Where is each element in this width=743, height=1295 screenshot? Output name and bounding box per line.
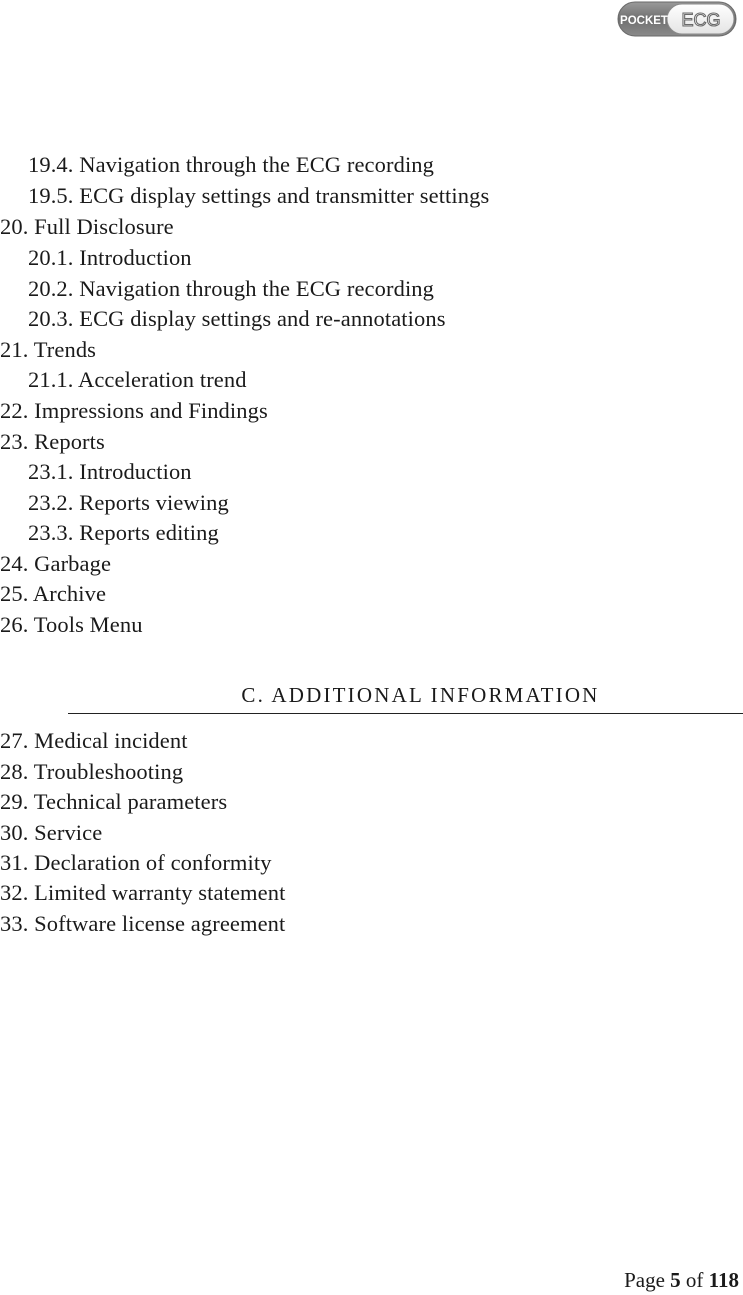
toc-entry[interactable]: 20. Full Disclosure [0, 214, 174, 239]
page-word: Page [624, 1268, 665, 1292]
toc-entry[interactable]: 20.2. Navigation through the ECG recording [28, 276, 434, 301]
section-heading-additional-information: C. ADDITIONAL INFORMATION [68, 680, 743, 714]
toc-entry[interactable]: 31. Declaration of conformity [0, 850, 272, 875]
page-number-footer [624, 1268, 739, 1293]
pocketecg-logo [617, 1, 737, 37]
toc-entry[interactable]: 25. Archive [0, 581, 107, 606]
toc-entry[interactable]: 21. Trends [0, 337, 97, 362]
total-pages: 118 [708, 1268, 739, 1292]
toc-entry[interactable]: 23.2. Reports viewing [28, 490, 229, 515]
toc-entry[interactable]: 20.3. ECG display settings and re-annotations [28, 306, 446, 331]
toc-entry[interactable]: 28. Troubleshooting [0, 759, 184, 784]
toc-entry[interactable]: 19.5. ECG display settings and transmitter settings [28, 183, 490, 208]
toc-entry[interactable]: 21.1. Acceleration trend [28, 367, 247, 392]
toc-entry[interactable]: 30. Service [0, 820, 103, 845]
current-page-number: 5 [670, 1268, 681, 1292]
toc-entry[interactable]: 22. Impressions and Findings [0, 398, 268, 423]
toc-entry[interactable]: 23. Reports [0, 429, 105, 454]
toc-entry[interactable]: 32. Limited warranty statement [0, 880, 286, 905]
toc-entry[interactable]: 27. Medical incident [0, 728, 188, 753]
toc-entry[interactable]: 26. Tools Menu [0, 612, 143, 637]
toc-entry[interactable]: 33. Software license agreement [0, 911, 286, 936]
toc-entry[interactable]: 20.1. Introduction [28, 245, 192, 270]
logo-left-text: POCKET [620, 15, 668, 27]
toc-entry[interactable]: 23.3. Reports editing [28, 520, 219, 545]
toc-entry[interactable]: 23.1. Introduction [28, 459, 192, 484]
of-word: of [685, 1268, 704, 1292]
logo-right-text: ECG [681, 10, 721, 30]
toc-entry[interactable]: 24. Garbage [0, 551, 112, 576]
toc-entry[interactable]: 29. Technical parameters [0, 789, 228, 814]
toc-entry[interactable]: 19.4. Navigation through the ECG recording [28, 152, 434, 177]
